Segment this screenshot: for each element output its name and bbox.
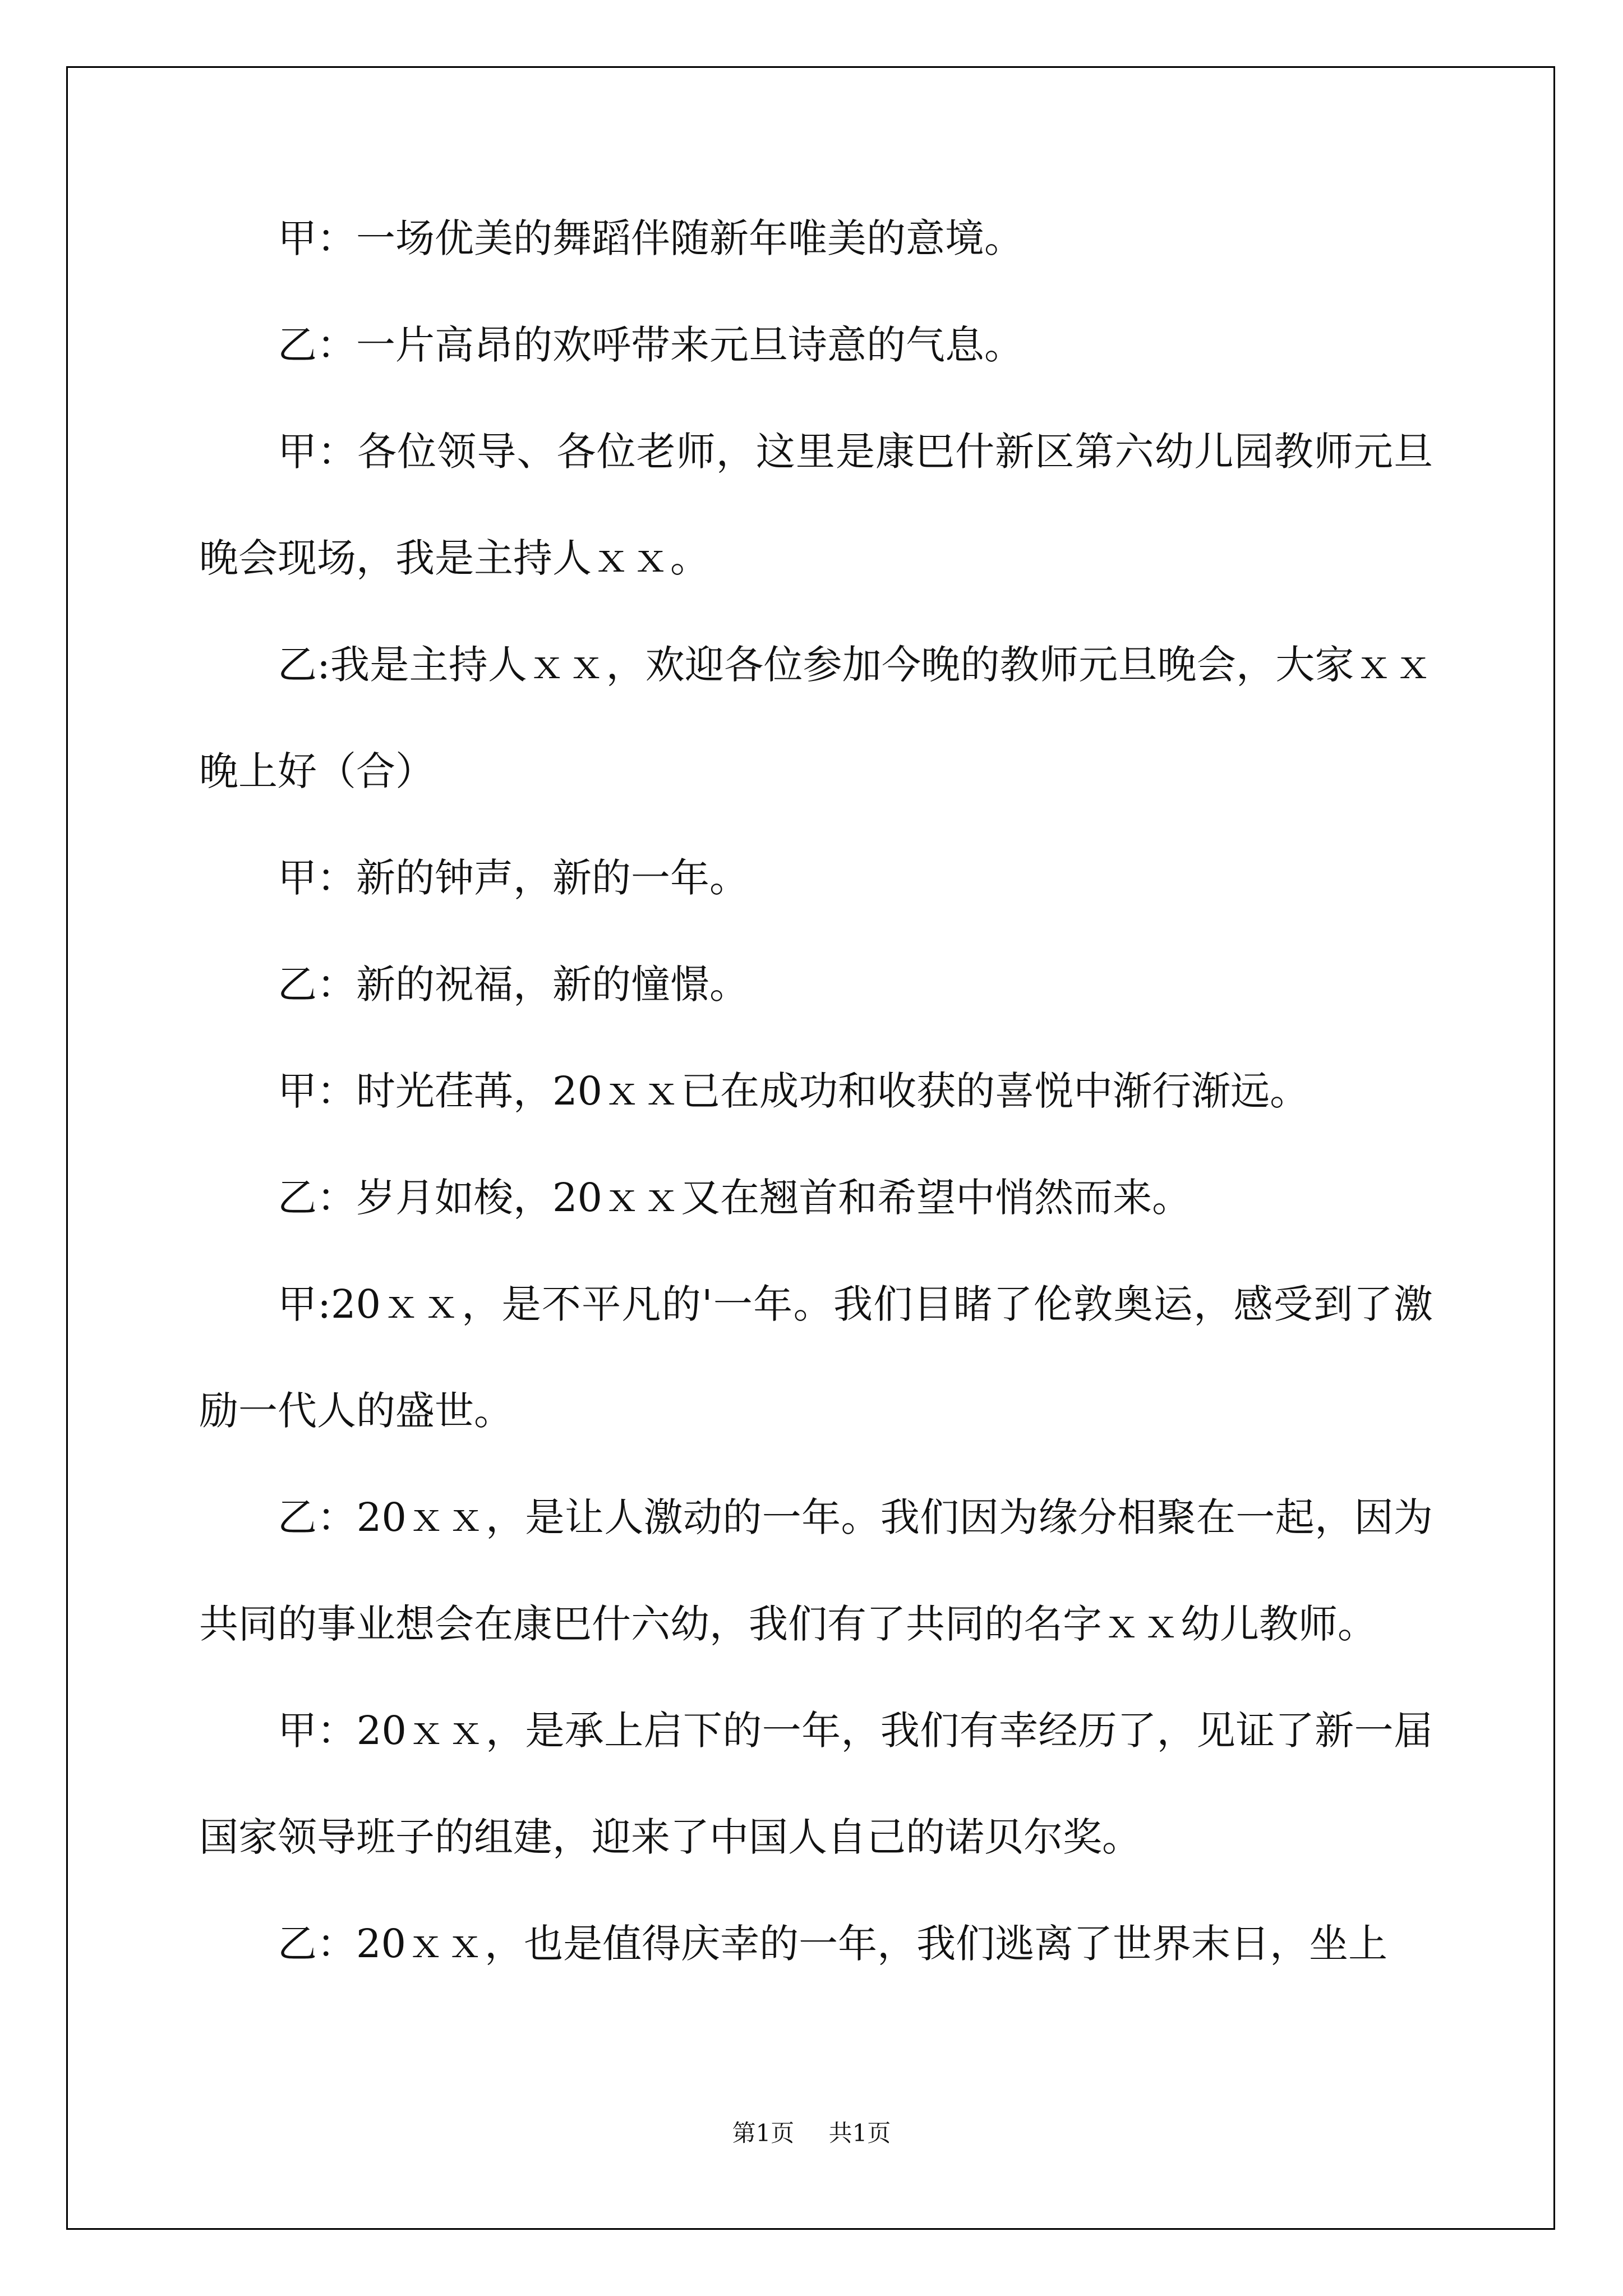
paragraph: 乙:我是主持人ｘｘ，欢迎各位参加今晚的教师元旦晚会，大家ｘｘ晚上好（合） <box>199 642 1433 794</box>
paragraph: 乙：20ｘｘ，也是值得庆幸的一年，我们逃离了世界末日，坐上 <box>278 1921 1388 1967</box>
paragraph: 乙：20ｘｘ，是让人激动的一年。我们因为缘分相聚在一起，因为共同的事业想会在康巴什六幼，我们有了共同的名字ｘｘ幼儿教师。 <box>199 1494 1433 1647</box>
document-body <box>199 185 1433 1997</box>
page-total: 共1页 <box>828 2119 891 2147</box>
paragraph: 甲：20ｘｘ，是承上启下的一年，我们有幸经历了，见证了新一届国家领导班子的组建，迎来了中国人自己的诺贝尔奖。 <box>199 1708 1433 1860</box>
page-number: 第1页 <box>732 2119 795 2147</box>
paragraph: 甲：各位领导、各位老师，这里是康巴什新区第六幼儿园教师元旦晚会现场，我是主持人ｘｘ。 <box>199 429 1433 581</box>
paragraph: 甲：时光荏苒，20ｘｘ已在成功和收获的喜悦中渐行渐远。 <box>278 1068 1310 1114</box>
paragraph: 乙：一片高昂的欢呼带来元旦诗意的气息。 <box>278 322 1023 368</box>
paragraph: 甲：一场优美的舞蹈伴随新年唯美的意境。 <box>278 215 1023 261</box>
paragraph: 乙：新的祝福，新的憧憬。 <box>278 961 749 1007</box>
paragraph: 乙：岁月如梭，20ｘｘ又在翘首和希望中悄然而来。 <box>278 1175 1192 1221</box>
page-footer <box>0 2115 1623 2148</box>
paragraph: 甲:20ｘｘ，是不平凡的'一年。我们目睹了伦敦奥运，感受到了激励一代人的盛世。 <box>199 1281 1433 1434</box>
paragraph: 甲：新的钟声，新的一年。 <box>278 855 749 901</box>
